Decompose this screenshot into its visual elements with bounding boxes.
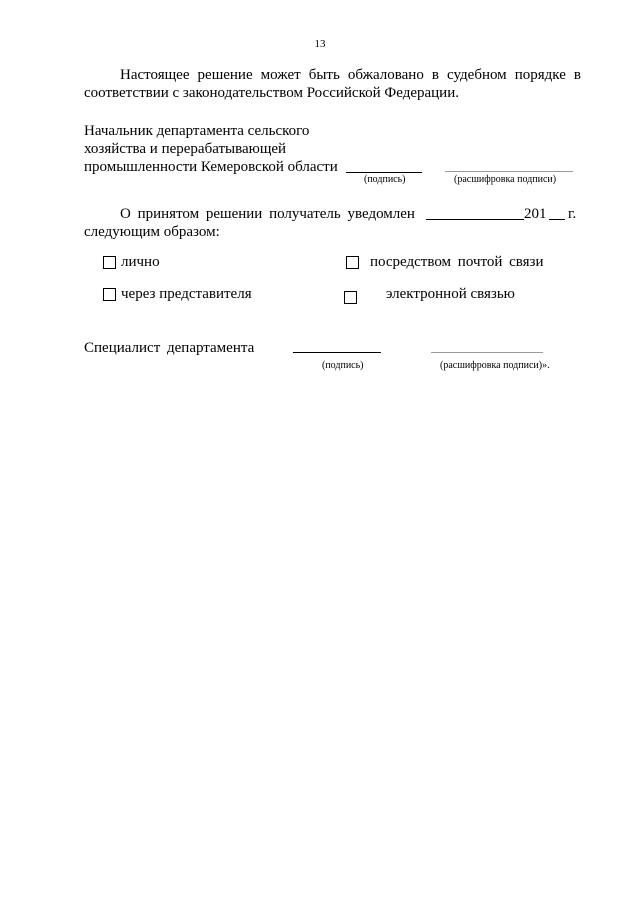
specialist-decoding-caption: (расшифровка подписи)». <box>440 360 550 371</box>
notification-line2: следующим образом: <box>84 224 220 240</box>
head-title-line1: Начальник департамента сельского <box>84 123 310 139</box>
appeal-text-line2: соответствии с законодательством Российской Федерации. <box>84 85 459 101</box>
option-personally-label: лично <box>121 254 160 270</box>
head-decoding-caption: (расшифровка подписи) <box>454 174 557 185</box>
notification-year-suffix: г. <box>568 206 577 222</box>
specialist-signature-line <box>293 352 381 353</box>
checkbox-personally[interactable] <box>103 256 116 269</box>
option-via-representative-label: через представителя <box>121 286 252 302</box>
notification-lead: О принятом решении получатель уведомлен <box>120 206 415 222</box>
head-signature-line <box>346 172 422 173</box>
notification-date-line <box>426 219 524 220</box>
head-title-line3: промышленности Кемеровской области <box>84 159 338 175</box>
notification-year-prefix: 201 <box>524 206 547 222</box>
option-by-post-label: посредством почтой связи <box>370 254 544 270</box>
specialist-label: Специалист департамента <box>84 340 255 356</box>
notification-year-line <box>549 219 565 220</box>
specialist-decoding-line <box>431 352 543 353</box>
appeal-text-line1: Настоящее решение может быть обжаловано в судебном порядке в <box>120 67 581 83</box>
specialist-signature-caption: (подпись) <box>322 360 364 371</box>
page-number: 13 <box>314 38 326 50</box>
checkbox-electronic[interactable] <box>344 291 357 304</box>
head-signature-caption: (подпись) <box>364 174 406 185</box>
option-electronic-label: электронной связью <box>386 286 515 302</box>
head-decoding-line <box>445 171 573 172</box>
head-title-line2: хозяйства и перерабатывающей <box>84 141 287 157</box>
checkbox-via-representative[interactable] <box>103 288 116 301</box>
checkbox-by-post[interactable] <box>346 256 359 269</box>
